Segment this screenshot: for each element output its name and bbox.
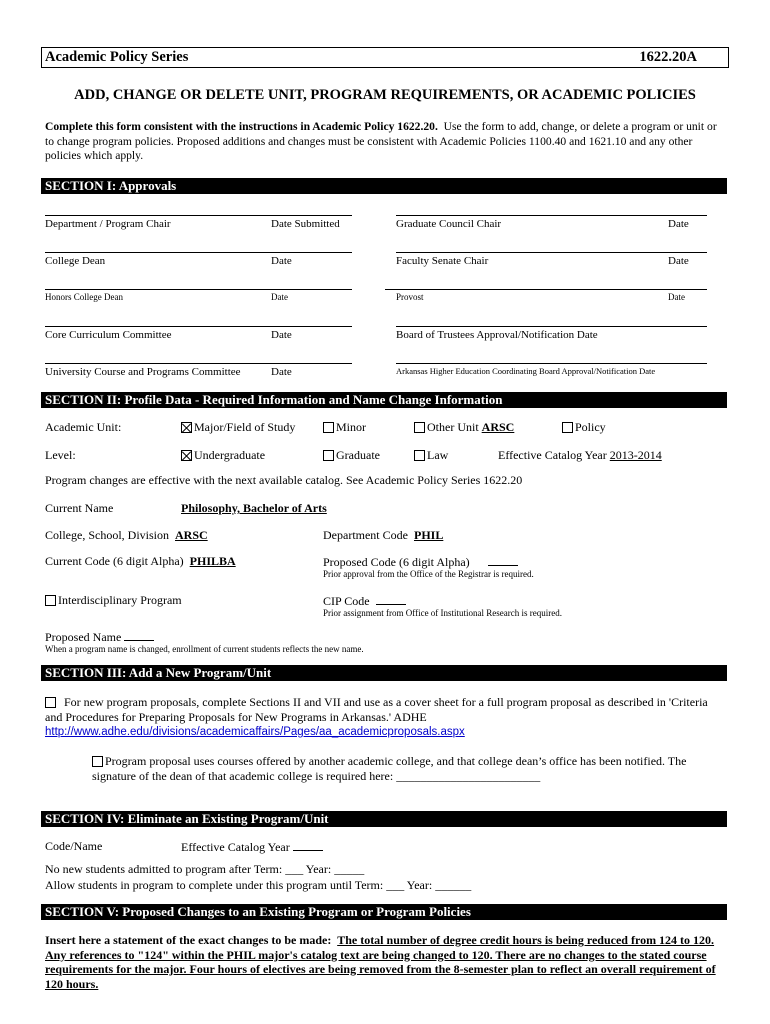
unit-policy-option[interactable]: Policy (562, 420, 606, 435)
level-law-option[interactable]: Law (414, 448, 448, 463)
approval-date-label: Date Submitted (271, 218, 340, 230)
approval-label: Core Curriculum Committee (45, 329, 172, 341)
checkbox[interactable] (562, 422, 573, 433)
proposed-code-blank[interactable] (488, 554, 518, 566)
checkbox[interactable] (45, 595, 56, 606)
unit-major-option[interactable]: Major/Field of Study (181, 420, 295, 435)
effective-note: Program changes are effective with the next available catalog. See Academic Policy Series 1622.20 (45, 473, 523, 487)
proposed-name-note: When a program name is changed, enrollment of current students reflects the new name. (45, 644, 364, 654)
checkbox[interactable] (414, 422, 425, 433)
changes-lead: Insert here a statement of the exact changes to be made: (45, 933, 332, 947)
cip-code-blank[interactable] (376, 593, 406, 605)
approval-label: Department / Program Chair (45, 218, 171, 230)
current-code-value: PHILBA (189, 554, 236, 568)
approval-label: Board of Trustees Approval/Notification Date (396, 329, 598, 341)
approval-label: University Course and Programs Committee (45, 366, 241, 378)
approval-date-label: Date (668, 292, 685, 302)
catalog-year-value: 2013-2014 (609, 448, 662, 462)
college-value: ARSC (175, 528, 208, 542)
approval-date-label: Date (271, 329, 292, 341)
signature-line[interactable] (45, 326, 352, 327)
checkbox-checked[interactable] (181, 422, 192, 433)
unit-other-option[interactable]: Other Unit ARSC (414, 420, 514, 435)
proposed-code-note: Prior approval from the Office of the Registrar is required. (323, 569, 534, 579)
form-title: ADD, CHANGE OR DELETE UNIT, PROGRAM REQUIREMENTS, OR ACADEMIC POLICIES (74, 87, 696, 103)
code-name-label: Code/Name (45, 839, 103, 853)
elim-catalog-blank[interactable] (293, 839, 323, 851)
approval-date-label: Date (271, 366, 292, 378)
signature-line[interactable] (396, 215, 707, 216)
section-4-header: SECTION IV: Eliminate an Existing Program/Unit (41, 811, 727, 827)
signature-line[interactable] (396, 252, 707, 253)
cip-note: Prior assignment from Office of Institutional Research is required. (323, 608, 563, 618)
current-name-label: Current Name (45, 501, 114, 515)
level-graduate-option[interactable]: Graduate (323, 448, 380, 463)
checkbox[interactable] (414, 450, 425, 461)
new-program-paragraph: For new program proposals, complete Sections II and VII and use as a cover sheet for a full program proposal as described in 'Criteria and Procedures for Preparing Proposals for New Programs in Arkansas.' ADHE http://www.adhe.edu/divisions/academicaffairs/Pages/aa_academicproposals.aspx (45, 695, 708, 738)
signature-line[interactable] (385, 289, 707, 290)
approval-label: Arkansas Higher Education Coordinating Board Approval/Notification Date (396, 366, 656, 376)
checkbox-checked[interactable] (181, 450, 192, 461)
section-5-header: SECTION V: Proposed Changes to an Existing Program or Program Policies (41, 904, 727, 920)
adhe-link[interactable]: http://www.adhe.edu/divisions/academicaffairs/Pages/aa_academicproposals.aspx (45, 726, 465, 738)
level-undergraduate-option[interactable]: Undergraduate (181, 448, 265, 463)
policy-series: Academic Policy Series (45, 49, 189, 65)
approval-date-label: Date (668, 255, 689, 267)
college-field: College, School, Division ARSC (45, 528, 208, 542)
checkbox[interactable] (323, 422, 334, 433)
other-college-paragraph: Program proposal uses courses offered by another academic college, and that college dean’s office has been notified. The signature of the dean of that academic college is required here: ________________________ (92, 754, 687, 783)
signature-line[interactable] (396, 326, 707, 327)
approval-label: Faculty Senate Chair (396, 255, 489, 267)
level-label: Level: (45, 448, 76, 462)
approval-date-label: Date (271, 292, 288, 302)
signature-line[interactable] (396, 363, 707, 364)
checkbox[interactable] (92, 756, 103, 767)
header-box (41, 47, 729, 68)
signature-line[interactable] (45, 289, 352, 290)
intro-rest: Use the form to add, change, or delete a program or unit or to change program policies. Proposed additions and changes must be consistent with Academic Policies 1100.40 and 1621.10 and any other policies which apply. (45, 120, 717, 163)
approval-label: Graduate Council Chair (396, 218, 502, 230)
cip-code-field[interactable]: CIP Code (323, 593, 406, 609)
dept-code-field: Department Code PHIL (323, 528, 444, 542)
proposed-name-field[interactable]: Proposed Name (45, 629, 154, 645)
signature-line[interactable] (45, 363, 352, 364)
current-code-field: Current Code (6 digit Alpha) PHILBA (45, 554, 236, 568)
proposed-name-blank[interactable] (124, 629, 154, 641)
elim-catalog-year[interactable]: Effective Catalog Year (181, 839, 323, 855)
section-2-header: SECTION II: Profile Data - Required Information and Name Change Information (41, 392, 727, 408)
approval-label: Provost (396, 292, 424, 302)
other-unit-value: ARSC (481, 420, 515, 434)
unit-minor-option[interactable]: Minor (323, 420, 366, 435)
allow-students-line: Allow students in program to complete under this program until Term: ___ Year: ______ (45, 878, 472, 892)
changes-text: The total number of degree credit hours is being reduced from 124 to 120. Any references to "124" within the PHIL major's catalog text are being changed to 120. There are no changes to the stated course requirements for the major. Four hours of electives are being removed from the 8-semester plan to reflect an overall requirement of 120 hours. (45, 933, 716, 991)
approval-label: College Dean (45, 255, 106, 267)
intro-bold: Complete this form consistent with the instructions in Academic Policy 1622.20. (45, 120, 438, 133)
approval-label: Honors College Dean (45, 292, 123, 302)
no-new-students-line: No new students admitted to program after Term: ___ Year: _____ (45, 862, 365, 876)
checkbox[interactable] (323, 450, 334, 461)
intro-text (45, 120, 725, 164)
approval-date-label: Date (271, 255, 292, 267)
dept-code-value: PHIL (413, 528, 444, 542)
catalog-year: Effective Catalog Year 2013-2014 (498, 448, 662, 462)
approval-date-label: Date (668, 218, 689, 230)
section-1-header: SECTION I: Approvals (41, 178, 727, 194)
changes-statement (45, 933, 730, 991)
current-name-value: Philosophy, Bachelor of Arts (181, 501, 327, 515)
academic-unit-label: Academic Unit: (45, 420, 122, 434)
checkbox[interactable] (45, 697, 56, 708)
interdisciplinary-option[interactable]: Interdisciplinary Program (45, 593, 182, 608)
signature-line[interactable] (45, 215, 352, 216)
section-3-header: SECTION III: Add a New Program/Unit (41, 665, 727, 681)
signature-line[interactable] (45, 252, 352, 253)
policy-number: 1622.20A (639, 49, 697, 65)
proposed-code-field[interactable]: Proposed Code (6 digit Alpha) (323, 554, 518, 570)
